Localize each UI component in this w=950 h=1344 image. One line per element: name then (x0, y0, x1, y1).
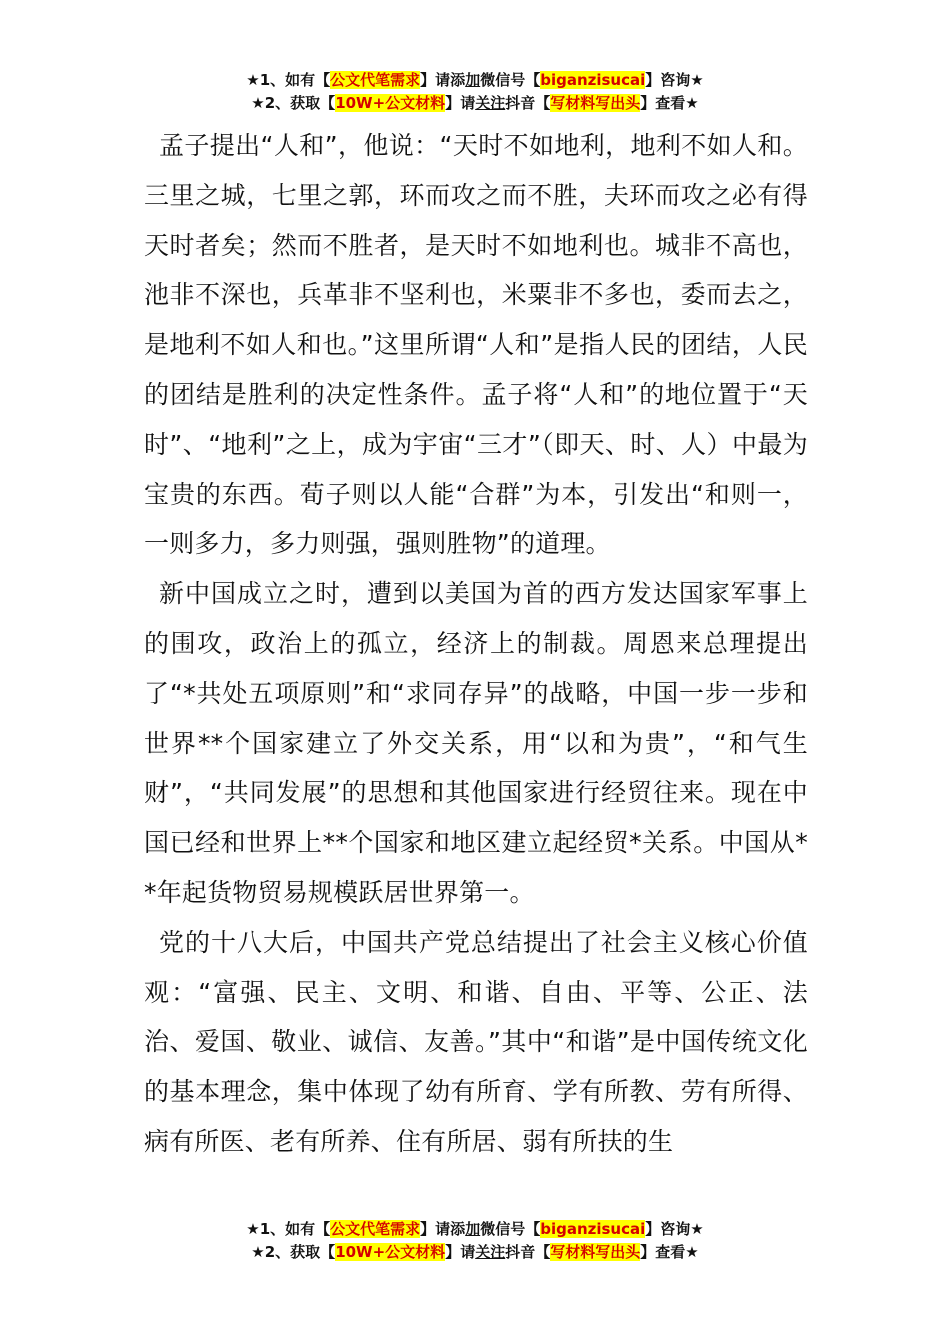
promo-highlight: 10W+公文材料 (335, 1243, 446, 1261)
promo-highlight: 公文代笔需求 (330, 71, 421, 89)
promo-text: ★1、如有【 (246, 1220, 331, 1238)
promo-highlight: 10W+公文材料 (335, 94, 446, 112)
promo-text: 抖音【 (505, 94, 551, 112)
promo-underlined: 关注 (475, 94, 506, 112)
promo-underlined: 加 (465, 71, 481, 89)
promo-line-1 (0, 1218, 950, 1241)
promo-text: ★1、如有【 (246, 71, 331, 89)
promo-text: 】请 (445, 94, 476, 112)
paragraph-core-values: 党的十八大后，中国共产党总结提出了社会主义核心价值观：“富强、民主、文明、和谐、自由、平等、公正、法治、爱国、敬业、诚信、友善。”其中“和谐”是中国传统文化的基本理念，集中体现了幼有所育、学有所教、劳有所得、病有所医、老有所养、住有所居、弱有所扶的生 (144, 927, 808, 1156)
promo-text: 】请添 (420, 71, 466, 89)
promo-text: 】请 (445, 1243, 476, 1261)
promo-underlined: 关注 (475, 1243, 506, 1261)
wechat-id-highlight: biganzisucai (540, 71, 646, 89)
promo-text: 】请添 (420, 1220, 466, 1238)
promo-highlight: 公文代笔需求 (330, 1220, 421, 1238)
promo-text: 】查看★ (640, 1243, 699, 1261)
promo-underlined: 加 (465, 1220, 481, 1238)
promo-text: 】查看★ (640, 94, 699, 112)
document-body (144, 121, 808, 1167)
douyin-id-highlight: 写材料写出头 (550, 94, 641, 112)
douyin-id-highlight: 写材料写出头 (550, 1243, 641, 1261)
paragraph-mencius: 孟子提出“人和”，他说：“天时不如地利，地利不如人和。三里之城，七里之郭，环而攻之而不胜，夫环而攻之必有得天时者矣；然而不胜者，是天时不如地利也。城非不高也，池非不深也，兵革非不坚利也，米粟非不多也，委而去之，是地利不如人和也。”这里所谓“人和”是指人民的团结，人民的团结是胜利的决定性条件。孟子将“人和”的地位置于“天时”、“地利”之上，成为宇宙“三才”（即天、时、人）中最为宝贵的东西。荀子则以人能“合群”为本，引发出“和则一，一则多力，多力则强，强则胜物”的道理。 (144, 131, 808, 559)
promo-text: ★2、获取【 (251, 94, 336, 112)
promo-text: ★2、获取【 (251, 1243, 336, 1261)
promo-text: 微信号【 (480, 1220, 541, 1238)
footer-promo-banner (0, 1218, 950, 1264)
promo-text: 抖音【 (505, 1243, 551, 1261)
header-promo-banner (0, 69, 950, 115)
promo-text: 微信号【 (480, 71, 541, 89)
promo-line-2 (0, 92, 950, 115)
promo-line-2 (0, 1241, 950, 1264)
promo-text: 】咨询★ (645, 1220, 704, 1238)
paragraph-new-china: 新中国成立之时，遭到以美国为首的西方发达国家军事上的围攻，政治上的孤立，经济上的制裁。周恩来总理提出了“*共处五项原则”和“求同存异”的战略，中国一步一步和世界**个国家建立了外交关系，用“以和为贵”，“和气生财”，“共同发展”的思想和其他国家进行经贸往来。现在中国已经和世界上**个国家和地区建立起经贸*关系。中国从**年起货物贸易规模跃居世界第一。 (144, 579, 808, 907)
wechat-id-highlight: biganzisucai (540, 1220, 646, 1238)
promo-text: 】咨询★ (645, 71, 704, 89)
promo-line-1 (0, 69, 950, 92)
